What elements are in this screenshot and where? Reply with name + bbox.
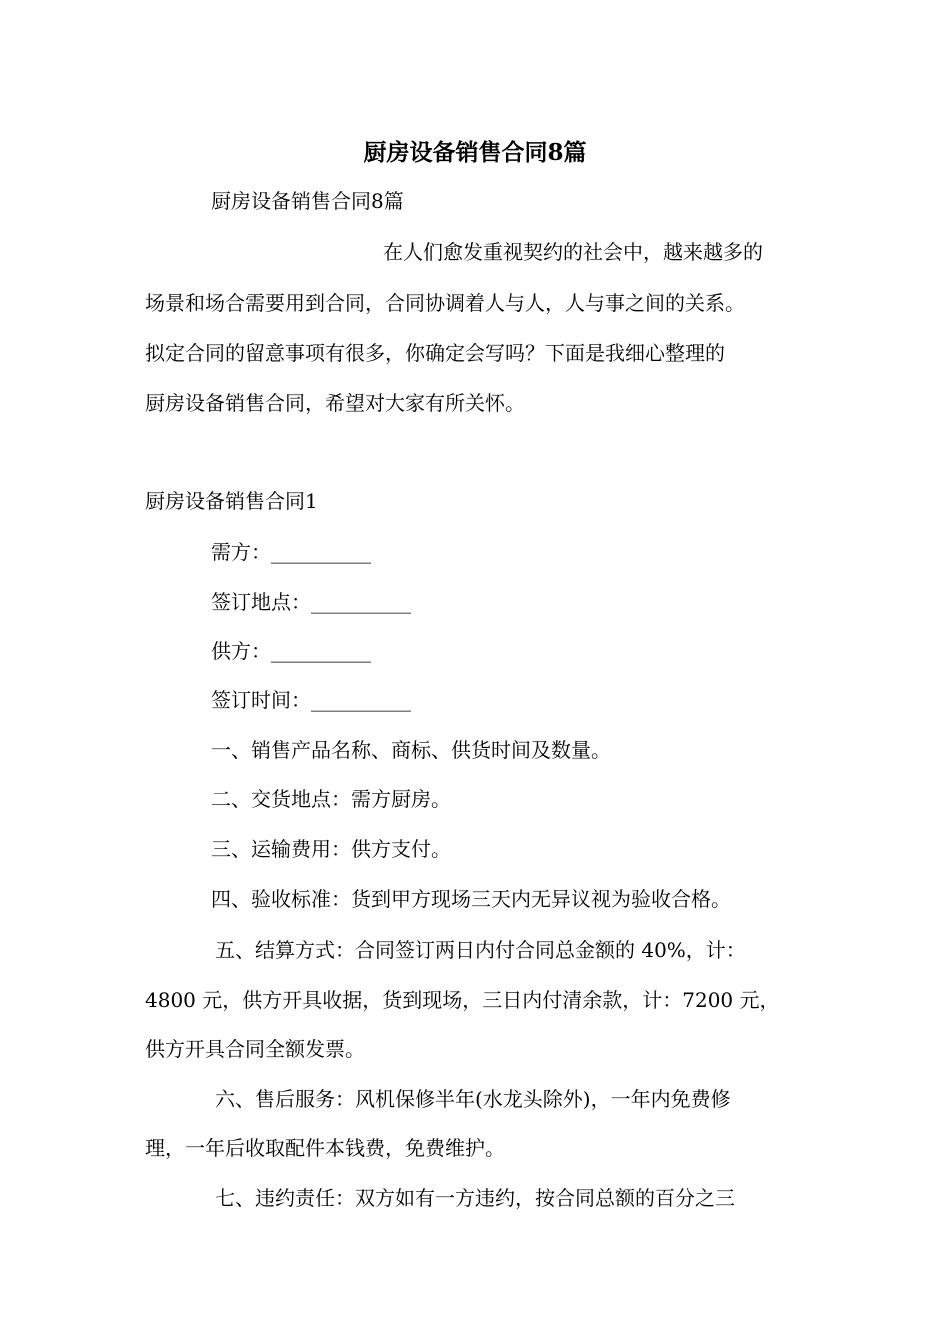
clause-7-line: 七、违约责任：双方如有一方违约，按合同总额的百分之三 [215, 1186, 735, 1210]
clause-5-line: 供方开具合同全额发票。 [145, 1037, 365, 1061]
field-buyer: 需方：__________ [211, 540, 371, 564]
intro-line: 在人们愈发重视契约的社会中，越来越多的 [383, 240, 763, 264]
intro-line: 拟定合同的留意事项有很多，你确定会写吗？下面是我细心整理的 [145, 341, 725, 365]
clause-3: 三、运输费用：供方支付。 [211, 837, 451, 861]
section-heading: 厨房设备销售合同1 [145, 489, 318, 513]
intro-line: 场景和场合需要用到合同，合同协调着人与人，人与事之间的关系。 [145, 291, 745, 315]
field-signing-time: 签订时间：__________ [211, 688, 411, 712]
clause-6-line: 六、售后服务：风机保修半年(水龙头除外)，一年内免费修 [215, 1087, 731, 1111]
document-title: 厨房设备销售合同8篇 [363, 139, 587, 166]
clause-5-line: 五、结算方式：合同签订两日内付合同总金额的 40%，计： [215, 938, 746, 962]
clause-1: 一、销售产品名称、商标、供货时间及数量。 [211, 738, 611, 762]
clause-4: 四、验收标准：货到甲方现场三天内无异议视为验收合格。 [211, 887, 731, 911]
field-signing-place: 签订地点：__________ [211, 590, 411, 614]
clause-5-line: 4800 元，供方开具收据，货到现场，三日内付清余款，计：7200 元， [145, 988, 780, 1012]
clause-2: 二、交货地点：需方厨房。 [211, 787, 451, 811]
clause-6-line: 理，一年后收取配件本钱费，免费维护。 [145, 1136, 505, 1160]
field-supplier: 供方：__________ [211, 639, 371, 663]
document-subtitle: 厨房设备销售合同8篇 [211, 189, 404, 213]
intro-line: 厨房设备销售合同，希望对大家有所关怀。 [145, 391, 525, 415]
